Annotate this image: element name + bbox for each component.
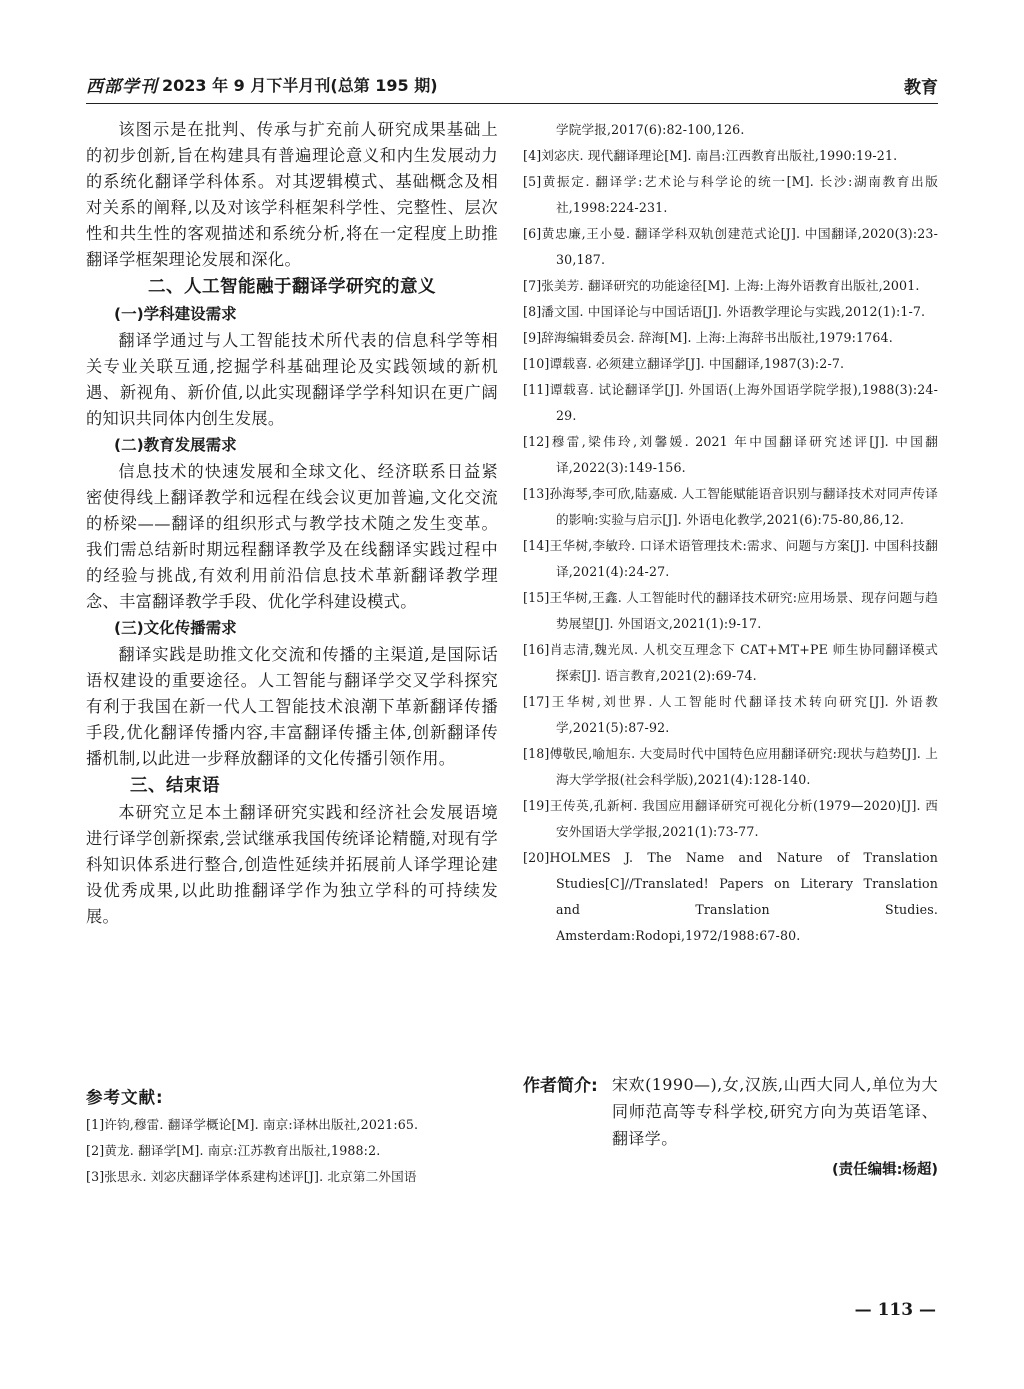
reference-item: [4]刘宓庆. 现代翻译理论[M]. 南昌:江西教育出版社,1990:19-21.	[523, 148, 898, 163]
journal-logo: 西部学刊	[86, 77, 158, 97]
reference-item: [16]肖志清,魏光凤. 人机交互理念下 CAT+MT+PE 师生协同翻译模式探索[J]. 语言教育,2021(2):69-74.	[523, 642, 938, 683]
intro-paragraph: 该图示是在批判、传承与扩充前人研究成果基础上的初步创新,旨在构建具有普遍理论意义和内生发展动力的系统化翻译学科体系。对其逻辑模式、基础概念及相对关系的阐释,以及对该学科框架科学性、完整性、层次性和共生性的客观描述和系统分析,将在一定程度上助推翻译学框架理论发展和深化。	[86, 120, 498, 269]
author-label: 作者简介:	[523, 1076, 598, 1096]
reference-item: [9]辞海编辑委员会. 辞海[M]. 上海:上海辞书出版社,1979:1764.	[523, 330, 893, 345]
header-rule	[86, 103, 938, 104]
references-title: 参考文献:	[86, 1088, 164, 1107]
page-number: — 113 —	[854, 1300, 936, 1320]
issue-info: 2023 年 9 月下半月刊(总第 195 期)	[162, 76, 438, 95]
reference-item: [3]张思永. 刘宓庆翻译学体系建构述评[J]. 北京第二外国语	[86, 1169, 417, 1184]
reference-item: [17]王华树,刘世界. 人工智能时代翻译技术转向研究[J]. 外语教学,2021(5):87-92.	[523, 694, 938, 735]
reference-item: [8]潘文国. 中国译论与中国话语[J]. 外语教学理论与实践,2012(1):1-7.	[523, 304, 926, 319]
reference-item: [18]傅敬民,喻旭东. 大变局时代中国特色应用翻译研究:现状与趋势[J]. 上海大学学报(社会科学版),2021(4):128-140.	[523, 746, 938, 787]
reference-item: [12]穆雷,梁伟玲,刘馨媛. 2021 年中国翻译研究述评[J]. 中国翻译,2022(3):149-156.	[523, 434, 938, 475]
subsection-heading-2: (二)教育发展需求	[114, 436, 237, 454]
section-tag: 教育	[904, 78, 938, 98]
reference-item: [11]谭载喜. 试论翻译学[J]. 外国语(上海外国语学院学报),1988(3):24-29.	[523, 382, 938, 423]
subsection-heading-3: (三)文化传播需求	[114, 619, 237, 637]
subsection-text-3: 翻译实践是助推文化交流和传播的主渠道,是国际话语权建设的重要途径。人工智能与翻译学交叉学科探究有利于我国在新一代人工智能技术浪潮下革新翻译传播手段,优化翻译传播内容,丰富翻译传播主体,创新翻译传播机制,以此进一步释放翻译的文化传播引领作用。	[86, 645, 498, 768]
section-heading-3: 三、结束语	[130, 776, 220, 796]
subsection-heading-1: (一)学科建设需求	[114, 305, 237, 323]
reference-item: [10]谭载喜. 必须建立翻译学[J]. 中国翻译,1987(3):2-7.	[523, 356, 845, 371]
references-left	[86, 1112, 500, 1190]
page-header	[86, 72, 938, 100]
section-heading-2: 二、人工智能融于翻译学研究的意义	[148, 277, 436, 297]
author-text: 宋欢(1990—),女,汉族,山西大同人,单位为大同师范高等专科学校,研究方向为英语笔译、翻译学。	[612, 1075, 938, 1148]
reference-item: [6]黄忠廉,王小曼. 翻译学科双轨创建范式论[J]. 中国翻译,2020(3):23-30,187.	[523, 226, 938, 267]
reference-item: [15]王华树,王鑫. 人工智能时代的翻译技术研究:应用场景、现存问题与趋势展望[J]. 外国语文,2021(1):9-17.	[523, 590, 938, 631]
reference-item: [7]张美芳. 翻译研究的功能途径[M]. 上海:上海外语教育出版社,2001.	[523, 278, 920, 293]
reference-item: [20]HOLMES J. The Name and Nature of Translation Studies[C]//Translated! Papers on Literary Translation and Translation Studies. Amsterdam:Rodopi,1972/1988:67-80.	[523, 850, 938, 943]
reference-continuation: 学院学报,2017(6):82-100,126.	[556, 122, 745, 137]
conclusion-paragraph: 本研究立足本土翻译研究实践和经济社会发展语境进行译学创新探索,尝试继承我国传统译论精髓,对现有学科知识体系进行整合,创造性延续并拓展前人译学理论建设优秀成果,以此助推翻译学作为独立学科的可持续发展。	[86, 803, 498, 926]
references-right	[523, 117, 938, 949]
reference-item: [14]王华树,李敏玲. 口译术语管理技术:需求、问题与方案[J]. 中国科技翻译,2021(4):24-27.	[523, 538, 938, 579]
reference-item: [5]黄振定. 翻译学:艺术论与科学论的统一[M]. 长沙:湖南教育出版社,1998:224-231.	[523, 174, 938, 215]
subsection-text-1: 翻译学通过与人工智能技术所代表的信息科学等相关专业关联互通,挖掘学科基础理论及实践领域的新机遇、新视角、新价值,以此实现翻译学学科知识在更广阔的知识共同体内创生发展。	[86, 331, 498, 428]
reference-item: [19]王传英,孔新柯. 我国应用翻译研究可视化分析(1979—2020)[J]. 西安外国语大学学报,2021(1):73-77.	[523, 798, 938, 839]
reference-item: [13]孙海琴,李可欣,陆嘉威. 人工智能赋能语音识别与翻译技术对同声传译的影响:实验与启示[J]. 外语电化教学,2021(6):75-80,86,12.	[523, 486, 938, 527]
reference-item: [2]黄龙. 翻译学[M]. 南京:江苏教育出版社,1988:2.	[86, 1143, 381, 1158]
subsection-text-2: 信息技术的快速发展和全球文化、经济联系日益紧密使得线上翻译教学和远程在线会议更加普遍,文化交流的桥梁——翻译的组织形式与教学技术随之发生变革。我们需总结新时期远程翻译教学及在线翻译实践过程中的经验与挑战,有效利用前沿信息技术革新翻译教学理念、丰富翻译教学手段、优化学科建设模式。	[86, 462, 498, 611]
left-column	[86, 117, 498, 930]
reference-item: [1]许钧,穆雷. 翻译学概论[M]. 南京:译林出版社,2021:65.	[86, 1117, 419, 1132]
responsible-editor: (责任编辑:杨超)	[831, 1162, 938, 1178]
